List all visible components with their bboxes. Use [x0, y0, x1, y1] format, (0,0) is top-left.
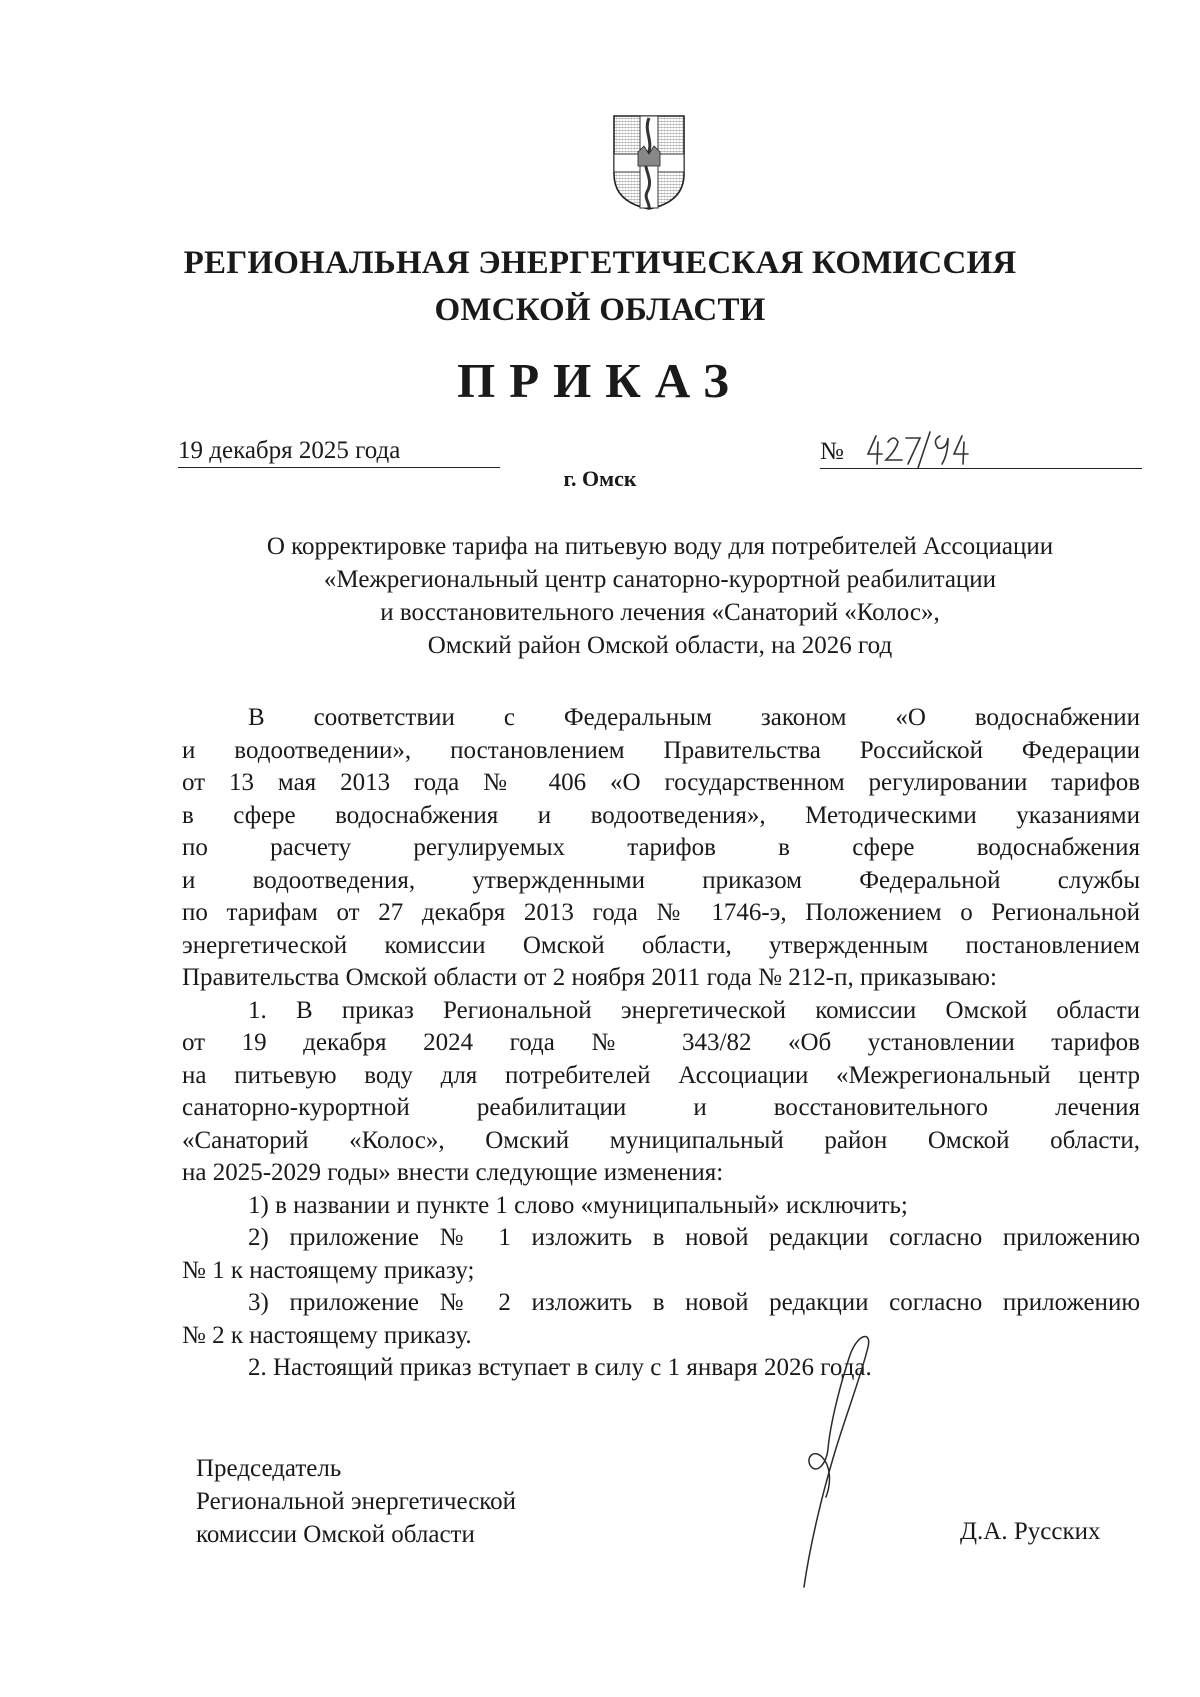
signatory-position	[196, 1452, 516, 1551]
omsk-region-coat-of-arms-icon	[610, 112, 688, 212]
position-line: Председатель	[196, 1455, 342, 1482]
body-line: энергетической комиссии Омской области, утвержденным постановлением	[182, 931, 1140, 959]
signatory-name: Д.А. Русских	[960, 1518, 1101, 1545]
order-number-label: №	[820, 438, 844, 465]
body-line: № 2 к настоящему приказу.	[182, 1321, 472, 1349]
handwritten-signature	[770, 1325, 890, 1595]
order-date: 19 декабря 2025 года	[178, 437, 401, 464]
body-line: в сфере водоснабжения и водоотведения», Методическими указаниями	[182, 801, 1140, 829]
title-line: и восстановительного лечения «Санаторий «Колос»,	[380, 599, 940, 626]
body-line: на питьевую воду для потребителей Ассоциации «Межрегиональный центр	[182, 1061, 1140, 1089]
body-line: 2) приложение № 1 изложить в новой редакции согласно приложению	[248, 1224, 1140, 1251]
body-line: от 19 декабря 2024 года № 343/82 «Об установлении тарифов	[182, 1029, 1140, 1056]
order-body	[182, 702, 1140, 1385]
order-title	[180, 530, 1140, 662]
body-line: санаторно-курортной реабилитации и восстановительного лечения	[182, 1094, 1140, 1121]
organization-name-line-1: РЕГИОНАЛЬНАЯ ЭНЕРГЕТИЧЕСКАЯ КОМИССИЯ	[183, 245, 1017, 281]
body-line: и водоотведении», постановлением Правительства Российской Федерации	[182, 736, 1140, 764]
handwritten-order-number	[864, 428, 1024, 468]
city-label: г. Омск	[563, 466, 637, 491]
title-line: «Межрегиональный центр санаторно-курортной реабилитации	[323, 566, 997, 593]
body-line: № 1 к настоящему приказу;	[182, 1256, 475, 1284]
body-line: 2. Настоящий приказ вступает в силу с 1 января 2026 года.	[248, 1354, 872, 1381]
organization-name-line-2: ОМСКОЙ ОБЛАСТИ	[434, 292, 766, 328]
body-line: по тарифам от 27 декабря 2013 года № 1746-э, Положением о Региональной	[182, 899, 1140, 926]
position-line: Региональной энергетической	[196, 1488, 517, 1515]
body-line: «Санаторий «Колос», Омский муниципальный район Омской области,	[182, 1126, 1140, 1154]
title-line: О корректировке тарифа на питьевую воду для потребителей Ассоциации	[266, 533, 1054, 560]
body-line: В соответствии с Федеральным законом «О водоснабжении	[248, 704, 1140, 731]
body-line: от 13 мая 2013 года № 406 «О государственном регулировании тарифов	[182, 769, 1140, 796]
body-line: 3) приложение № 2 изложить в новой редакции согласно приложению	[248, 1289, 1140, 1316]
body-line: на 2025-2029 годы» внести следующие изменения:	[182, 1159, 724, 1186]
document-type-heading: ПРИКАЗ	[457, 353, 743, 408]
order-number-field	[820, 428, 1142, 469]
body-line: Правительства Омской области от 2 ноября 2011 года № 212-п, приказываю:	[182, 964, 997, 991]
body-line: 1) в названии и пункте 1 слово «муниципальный» исключить;	[248, 1191, 908, 1219]
position-line: комиссии Омской области	[196, 1521, 475, 1548]
title-line: Омский район Омской области, на 2026 год	[427, 632, 893, 659]
body-line: 1. В приказ Региональной энергетической комиссии Омской области	[248, 996, 1140, 1024]
body-line: по расчету регулируемых тарифов в сфере водоснабжения	[182, 834, 1140, 861]
order-date-field	[178, 435, 500, 468]
body-line: и водоотведения, утвержденными приказом Федеральной службы	[182, 866, 1140, 894]
